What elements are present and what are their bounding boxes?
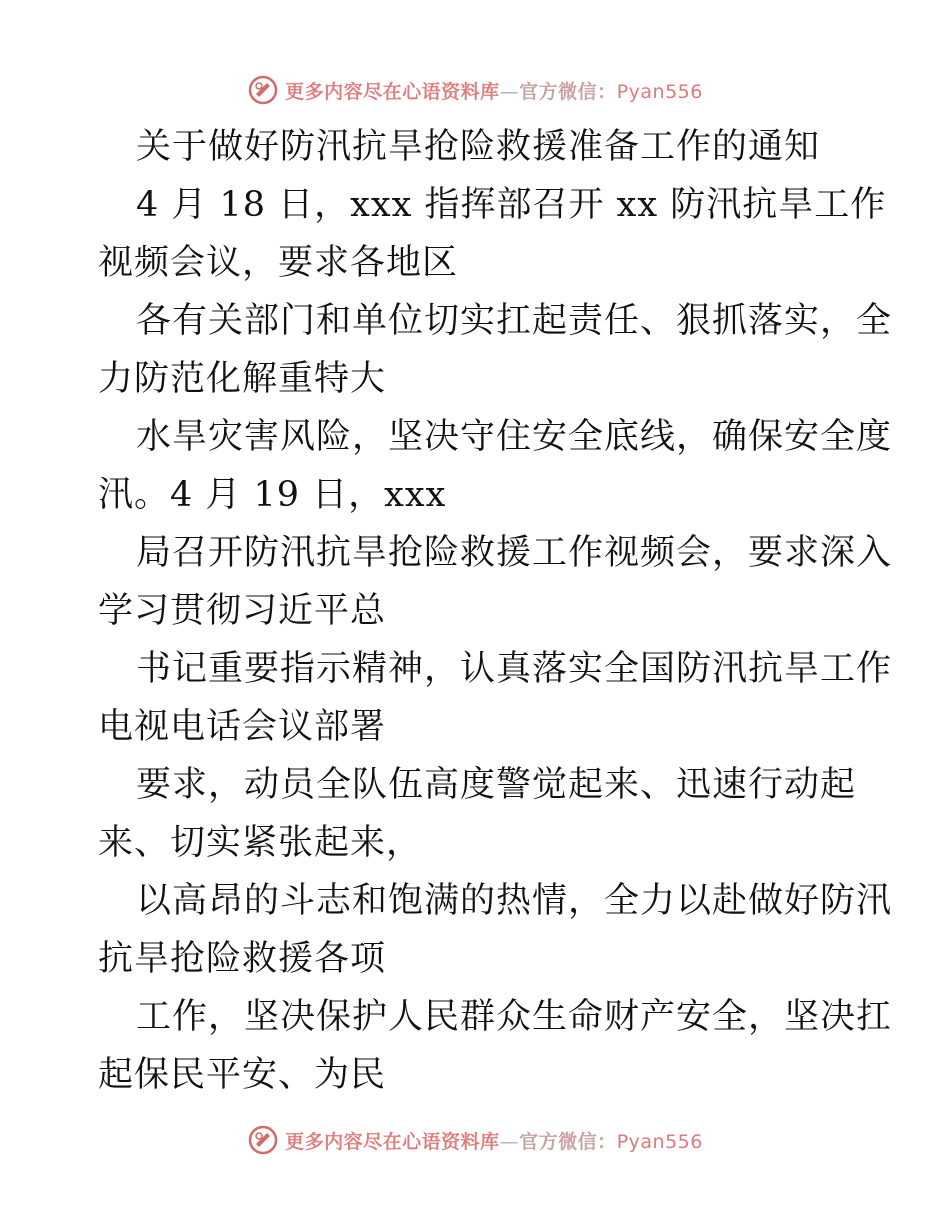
text-line: 要求，动员全队伍高度警觉起来、迅速行动起 [136, 765, 857, 805]
watermark-sub: 官方微信： [519, 80, 617, 103]
watermark-id: Pyan556 [616, 80, 703, 103]
header-watermark [0, 74, 950, 106]
text-line: 以高昂的斗志和饱满的热情，全力以赴做好防汛 [136, 881, 893, 921]
text-line: 局召开防汛抗旱抢险救援工作视频会，要求深入 [136, 533, 893, 573]
text-line: 书记重要指示精神，认真落实全国防汛抗旱工作 [136, 649, 893, 689]
text-line: 视频会议，要求各地区 [98, 243, 459, 283]
watermark-main: 更多内容尽在心语资料库 [285, 80, 500, 103]
text-line: 来、切实紧张起来， [98, 823, 423, 863]
text-line: 4 月 18 日，xxx 指挥部召开 xx 防汛抗旱工作 [136, 185, 887, 225]
text-line: 起保民平安、为民 [98, 1055, 387, 1095]
watermark-text [285, 1127, 703, 1154]
brand-logo-icon [247, 74, 279, 106]
watermark-sub: 官方微信： [519, 1130, 617, 1153]
text-line: 工作，坚决保护人民群众生命财产安全，坚决扛 [136, 997, 893, 1037]
text-line: 水旱灾害风险，坚决守住安全底线，确保安全度 [136, 417, 893, 457]
watermark-separator: — [499, 1130, 520, 1153]
text-line: 电视电话会议部署 [98, 707, 387, 747]
brand-logo-icon [247, 1124, 279, 1156]
watermark-text [285, 77, 703, 104]
text-line: 学习贯彻习近平总 [98, 591, 387, 631]
document-body [98, 118, 893, 1104]
text-line: 力防范化解重特大 [98, 359, 387, 399]
text-line: 关于做好防汛抗旱抢险救援准备工作的通知 [136, 127, 821, 167]
watermark-separator: — [499, 80, 520, 103]
text-line: 各有关部门和单位切实扛起责任、狠抓落实，全 [136, 301, 893, 341]
watermark-id: Pyan556 [616, 1130, 703, 1153]
watermark-main: 更多内容尽在心语资料库 [285, 1130, 500, 1153]
footer-watermark [0, 1124, 950, 1156]
text-line: 抗旱抢险救援各项 [98, 939, 387, 979]
text-line: 汛。4 月 19 日，xxx [98, 475, 447, 515]
